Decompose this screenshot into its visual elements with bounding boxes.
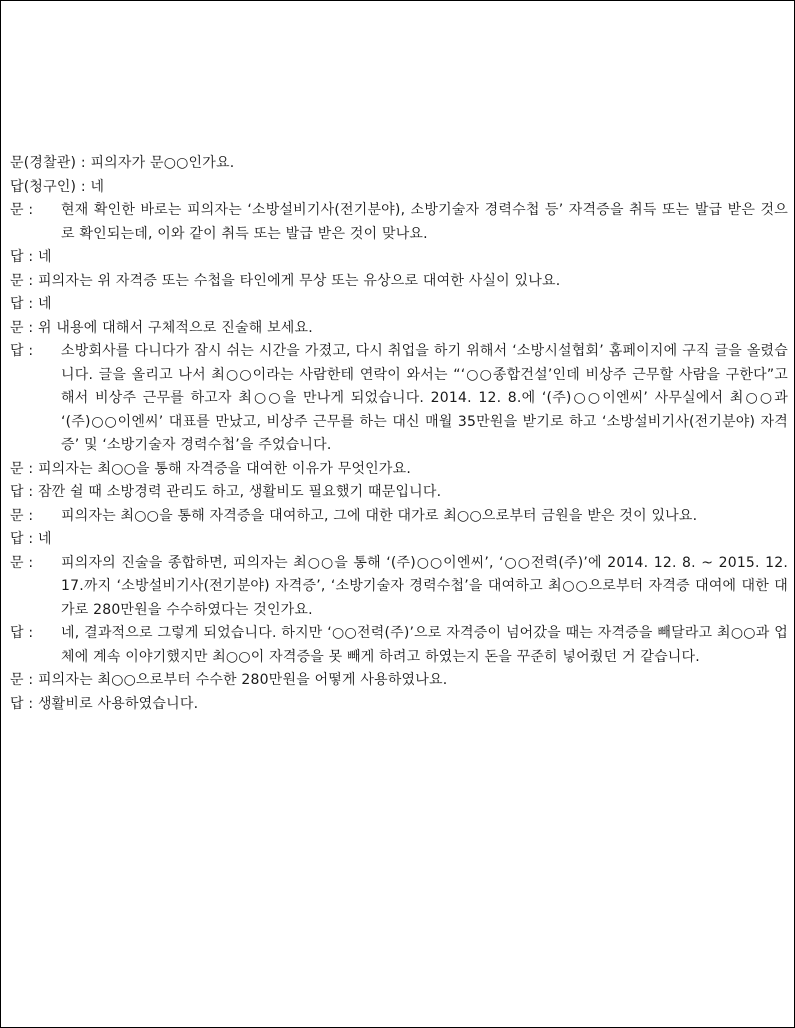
answer-line (10, 246, 788, 270)
answer-line (10, 481, 788, 505)
answer-line (10, 340, 788, 458)
speaker-label: 답 : (10, 625, 34, 641)
interrogation-transcript (10, 152, 788, 716)
answer-line (10, 622, 788, 669)
answer-text: 네, 결과적으로 그렇게 되었습니다. 하지만 ‘○○전력(주)’으로 자격증이 넘어갔을 때는 자격증을 빼달라고 최○○과 업체에 계속 이야기했지만 최○○이 자격증을 못 빼게 하려고 하였는지 돈을 꾸준히 넣어줬던 거 같습니다. (61, 625, 788, 665)
answer-line (10, 176, 788, 200)
answer-text: 소방회사를 다니다가 잠시 쉬는 시간을 가졌고, 다시 취업을 하기 위해서 ‘소방시설협회’ 홈페이지에 구직 글을 올렸습니다. 글을 올리고 나서 최○○이라는 사람한테 연락이 와서는 “‘○○종합건설’인데 비상주 근무할 사람을 구한다”고 해서 비상주 근무를 하고자 최○○을 만나게 되었습니다. 2014. 12. 8.에 ‘(주)○○이엔씨’ 사무실에서 최○○과 ‘(주)○○이엔씨’ 대표를 만났고, 비상주 근무를 하는 대신 매월 35만원을 받기로 하고 ‘소방설비기사(전기분야) 자격증’ 및 ‘소방기술자 경력수첩’을 주었습니다. (61, 343, 788, 453)
answer-line (10, 528, 788, 552)
speaker-label: 문 : (10, 202, 34, 218)
speaker-label: 문 : (10, 672, 38, 688)
speaker-label: 문 : (10, 460, 38, 477)
question-text: 현재 확인한 바로는 피의자는 ‘소방설비기사(전기분야), 소방기술자 경력수첩 등’ 자격증을 취득 또는 발급 받은 것으로 확인되는데, 이와 같이 취득 또는 발급 받은 것이 맞나요. (61, 202, 788, 242)
question-text: 피의자는 최○○을 통해 자격증을 대여한 이유가 무엇인가요. (37, 460, 411, 477)
speaker-label: 답 : (10, 531, 38, 547)
speaker-label: 답 : (10, 695, 38, 712)
question-line (10, 458, 788, 482)
speaker-label: 답 : (10, 343, 34, 359)
answer-line (10, 693, 788, 717)
speaker-label: 문 : (10, 507, 34, 524)
question-line (10, 552, 788, 623)
question-text: 피의자는 최○○으로부터 수수한 280만원을 어떻게 사용하였나요. (37, 672, 448, 688)
question-text: 위 내용에 대해서 구체적으로 진술해 보세요. (37, 319, 313, 336)
answer-text: 네 (90, 178, 105, 195)
question-line (10, 152, 788, 176)
speaker-label: 문 : (10, 272, 38, 289)
speaker-label: 문(경찰관) : (10, 155, 91, 171)
question-text: 피의자는 위 자격증 또는 수첩을 타인에게 무상 또는 유상으로 대여한 사실이 있나요. (37, 272, 561, 289)
question-line (10, 669, 788, 693)
answer-text: 잠깐 쉴 때 소방경력 관리도 하고, 생활비도 필요했기 때문입니다. (37, 484, 442, 500)
question-text: 피의자의 진술을 종합하면, 피의자는 최○○을 통해 ‘(주)○○이엔씨’, ‘○○전력(주)’에 2014. 12. 8. ~ 2015. 12. 17.까지 ‘소방설비기사(전기분야) 자격증’, ‘소방기술자 경력수첩’을 대여하고 최○○으로부터 자격증 대여에 대한 대가로 280만원을 수수하였다는 것인가요. (61, 554, 788, 618)
answer-text: 네 (37, 531, 52, 547)
question-line (10, 317, 788, 341)
answer-line (10, 293, 788, 317)
speaker-label: 문 : (10, 554, 34, 571)
question-line (10, 199, 788, 246)
answer-text: 네 (37, 296, 52, 312)
speaker-label: 답 : (10, 249, 38, 265)
speaker-label: 답(청구인) : (10, 178, 91, 195)
answer-text: 생활비로 사용하였습니다. (37, 695, 199, 712)
answer-text: 네 (37, 249, 52, 265)
speaker-label: 문 : (10, 319, 38, 336)
question-text: 피의자가 문○○인가요. (90, 155, 235, 171)
speaker-label: 답 : (10, 484, 38, 500)
question-line (10, 270, 788, 294)
question-text: 피의자는 최○○을 통해 자격증을 대여하고, 그에 대한 대가로 최○○으로부터 금원을 받은 것이 있나요. (61, 507, 698, 524)
question-line (10, 505, 788, 529)
speaker-label: 답 : (10, 296, 38, 312)
